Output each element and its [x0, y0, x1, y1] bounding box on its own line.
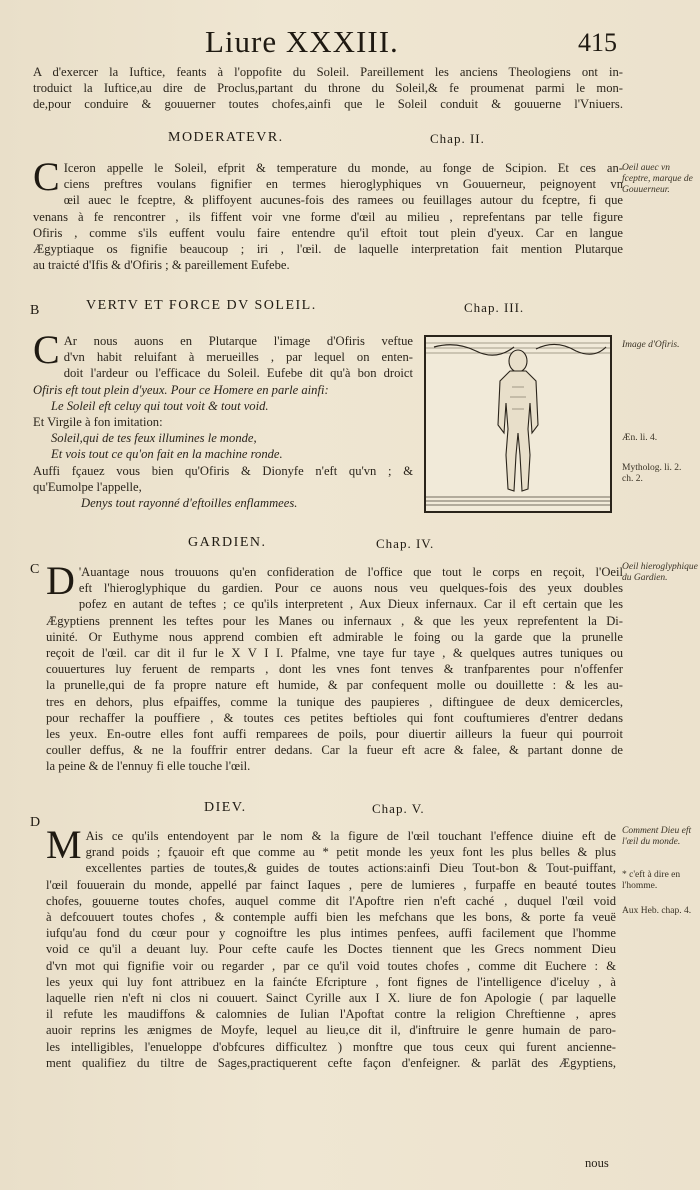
text-line: iufqu'au fond du cœur pour y cognoiftre les plus intimes penfees, auffi facilement que l'homme: [46, 926, 616, 941]
margin-note: Æn. li. 4.: [622, 433, 658, 443]
text-line: void ce qu'il a deuant luy. Pour cefte caufe les Doctes tiennent que les Grecs nomment Dieu: [46, 942, 616, 957]
section-body: [33, 327, 413, 511]
section-heading: GARDIEN.: [188, 535, 267, 550]
text-line: Ofiris eft tout plein d'yeux. Pour ce Homere en parle ainfi:: [33, 382, 329, 397]
text-line: à defcouuert toutes chofes , & contemple auffi bien les mefchans que les bons, & porte fa veuë: [46, 910, 616, 925]
section-heading: DIEV.: [204, 800, 247, 815]
text-line: au traicté d'Ifis & d'Ofiris ; & pareillement Eufebe.: [33, 258, 290, 273]
text-line: doit l'ardeur ou l'efficace du Soleil. Eufebe dit qu'à bon droict: [63, 366, 413, 381]
verse-quote: Soleil,qui de tes feux illumines le monde,: [51, 431, 257, 446]
text-line: venans à fe rencontrer , ils fiffent voir vne forme d'œil au milieu , reprefentans par telle figure: [33, 209, 623, 224]
text-line: tres en dehors, plus efpaiffes, comme la tunique des paupieres , diftinguee de deux demicercles,: [46, 694, 623, 709]
osiris-woodcut: [424, 335, 612, 513]
text-line: A d'exercer la Iuftice, feants à l'oppofite du Soleil. Pareillement les anciens Theologiens ont in-: [33, 65, 623, 79]
text-line: les intelligibles, l'enueloppe d'obfcures difficultez ) monftre que tous ceux qui furent ancienne-: [46, 1039, 616, 1054]
section-letter: B: [30, 303, 40, 318]
text-line: grand poids ; fçauoir eft que comme au * petit monde les yeux font les plus belles & plus: [85, 845, 616, 860]
verse-quote: Le Soleil eft celuy qui tout voit & tout void.: [51, 398, 269, 413]
section-heading: MODERATEVR.: [168, 130, 284, 145]
text-line: œil auec le fceptre, & pliffoyent aucunes-fois des ramees ou feuillages autour du fceptre, fi que: [63, 193, 623, 208]
text-line: uinité. Or Euthyme nous apprend combien eft admirable le foing ou la garde que la prunelle: [46, 629, 623, 644]
drop-cap: D: [46, 558, 75, 603]
text-line: il refute les maudiffons & calomnies de Iulian l'Apoftat contre la religion Chreftienne , apres: [46, 1007, 616, 1022]
text-line: reçoit de l'œil. car dit il fur le X V I I. Pfalme, vne taye fur taye , & quelques autres tuniques ou: [46, 646, 623, 661]
text-line: les yeux. En-outre elles font auffi remparees de poils, pour diuertir ailleurs la fueur qui pourroit: [46, 727, 623, 742]
margin-note: Oeil hieroglyphique du Gardien.: [622, 562, 698, 583]
drop-cap: M: [46, 822, 82, 867]
text-line: Ais ce qu'ils entendoyent par le nom & la figure de l'œil touchant l'effence diuine eft de: [85, 829, 616, 843]
text-line: Ægyptiens prennent les teftes pour les Manes ou infernaux , & que les yeux reprefentent la Di-: [46, 613, 623, 628]
text-line: Auffi fçauez vous bien qu'Ofiris & Dionyfe n'eft qu'vn ; &: [33, 463, 413, 478]
text-line: Ofiris , comme s'ils euffent voulu faire entendre qu'il eftoit tout plein d'yeux. Car en langue: [33, 225, 623, 240]
running-head: [0, 20, 700, 60]
text-line: couller deffus, & ne la fouffrir entrer dedans. Car la fueur eft acre & falee, & partant donne de: [46, 743, 623, 758]
text-line: la prunelle,qui de fa propre nature eft humide, & par confequent molle ou douillette : & les au-: [46, 678, 623, 693]
text-line: de,pour conduire & gouuerner toutes chofes,ainfi que le Soleil conduit & gouuerne l'Vniuers.: [33, 97, 623, 112]
margin-note: Oeil auec vn fceptre, marque de Gouuerneur.: [622, 163, 693, 195]
verse-quote: Et vois tout ce qu'on fait en la machine ronde.: [51, 447, 283, 462]
page-number: 415: [578, 28, 617, 57]
section-body: [33, 154, 623, 273]
chapter-label: Chap. IV.: [376, 536, 435, 551]
text-line: d'vn habit reluifant à merueilles , par lequel on enten-: [63, 350, 413, 365]
margin-note: Mytholog. li. 2. ch. 2.: [622, 463, 682, 484]
verse-quote: Denys tout rayonné d'eftoilles enflammees.: [81, 496, 298, 511]
text-line: Ar nous auons en Plutarque l'image d'Ofiris veftue: [63, 334, 413, 348]
catchword: nous: [585, 1156, 609, 1170]
text-line: ciens preftres voulans fignifier en termes hieroglyphiques vn Gouuerneur, peignoyent vn: [63, 177, 623, 192]
chapter-label: Chap. III.: [464, 300, 525, 315]
drop-cap: C: [33, 154, 60, 199]
osiris-figure-icon: [426, 337, 610, 511]
text-line: les yeux qui luy font attribuez en la fainćte Efcripture , font fignes de l'intelligence d'iceluy , à: [46, 974, 616, 989]
text-line: ment qualifiez du tiltre de Sages,practiquerent cefte façon d'enfeigner. & parlāt des Ægyptiens,: [46, 1055, 616, 1070]
intro-paragraph: [33, 64, 623, 113]
text-line: excellentes parties de toutes,& guides de toutes actions:ainfi Dieu Tout-bon & Tout-puiffant,: [85, 861, 616, 876]
text-line: 'Auantage nous trouuons qu'en confideration de l'office que tout le corps en reçoit, l'Oeil: [78, 565, 623, 579]
text-line: Et Virgile à fon imitation:: [33, 415, 163, 430]
text-line: auoir reprins les ænigmes de Moyfe, lequel au lieu,ce dit il, d'inftruire le genre humain de paro-: [46, 1023, 616, 1038]
text-line: pofez en autant de teftes ; ce qu'ils interpretent , Aux Dieux infernaux. Car il eft certain que les: [78, 597, 623, 612]
section-body: [46, 822, 616, 1071]
text-line: couuertures luy feruent de remparts , dont les vnes font tenves & tranfparentes pour n'offenfer: [46, 662, 623, 677]
text-line: d'vn mot qui fignifie voir ou regarder , par ce qu'il void toutes chofes , comme dit Euchere : &: [46, 958, 616, 973]
text-line: pour rechaffer la pouffiere , & toutes ces petites beftioles qui font couftumieres d'entrer dedans: [46, 710, 623, 725]
text-line: la peine & de l'ennuy fi elle touche l'œil.: [46, 759, 251, 774]
drop-cap: C: [33, 327, 60, 372]
margin-note: Aux Heb. chap. 4.: [622, 906, 692, 916]
text-line: qu'Eumolpe l'appelle,: [33, 479, 142, 494]
text-line: Ægyptiaque os fignifie beaucoup ; iri , l'œil. de laquelle interpretation fait mention Plutarque: [33, 242, 623, 257]
margin-note: Image d'Ofiris.: [622, 340, 680, 350]
chapter-label: Chap. II.: [430, 131, 485, 146]
chapter-label: Chap. V.: [372, 801, 425, 816]
section-letter: D: [30, 815, 41, 830]
margin-note: * c'eft à dire en l'homme.: [622, 870, 681, 891]
text-line: troduict la Iuftice,au dire de Proclus,partant du throne du Soleil,& fe proumenat parmi le mon-: [33, 81, 623, 96]
section-letter: C: [30, 562, 40, 577]
page-title: Liure XXXIII.: [205, 24, 399, 59]
text-line: eft l'hieroglyphique du gardien. Pour ce auons nous veu quelques-fois des yeux doubles: [78, 581, 623, 596]
text-line: laquelle rien n'eft ni clos ni couuert. Sainct Cyrille aux I X. liure de fon Apologie ( par laquelle: [46, 991, 616, 1006]
text-line: Iceron appelle le Soleil, efprit & temperature du monde, au fonge de Scipion. Et ces an-: [63, 161, 623, 175]
section-body: [46, 558, 623, 775]
margin-note: Comment Dieu eft l'œil du monde.: [622, 826, 692, 847]
text-line: l'œil fouuerain du monde, appellé par fainct Iaques , pere de lumieres , furpaffe en beauté toutes: [46, 877, 616, 892]
text-line: chofes, gouuerne toutes chofes, auquel comme dit l'Apoftre rien n'eft caché , duquel l'œil void: [46, 893, 616, 908]
section-heading: VERTV ET FORCE DV SOLEIL.: [86, 298, 317, 313]
